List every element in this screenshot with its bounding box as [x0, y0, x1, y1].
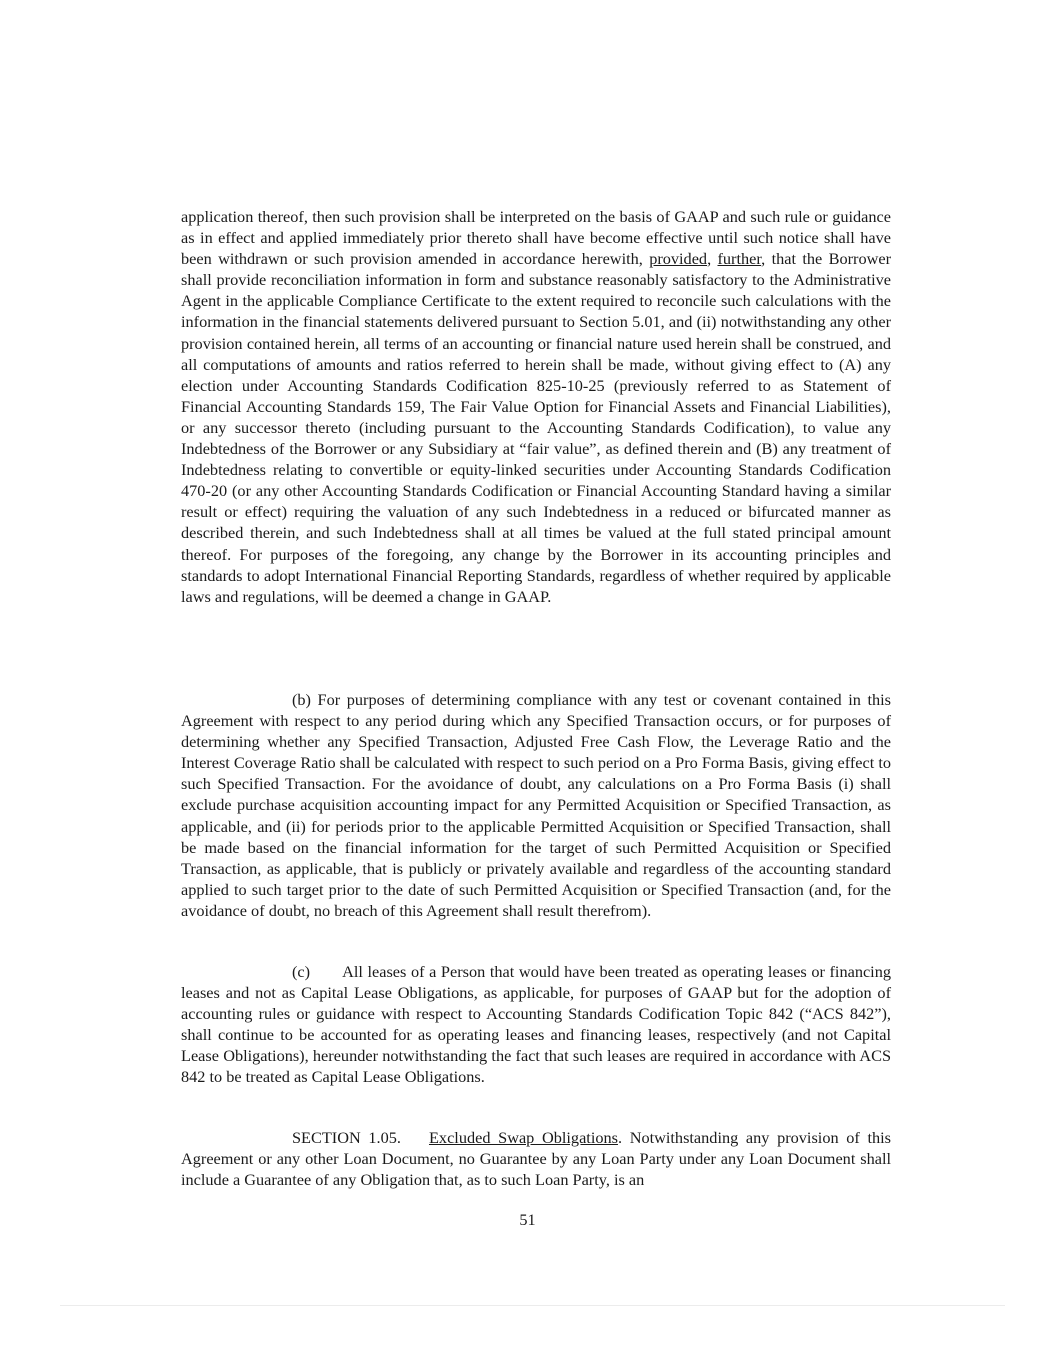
paragraph-text: All leases of a Person that would have been treated as operating leases or financing leases and not as Capital Lease Obligations, as applicable, for purposes of GAAP but for the adoption of accounting rules or guidance with respect to Accounting Standards Codification Topic 842 (“ACS 842”), shall continue to be accounted for as operating leases and financing leases, respectively (and not Capital Lease Obligations), hereunder notwithstanding the fact that such leases are required in accordance with ACS 842 to be treated as Capital Lease Obligations.	[181, 962, 891, 1087]
paragraph-text: . Notwithstanding any provision of this Agreement or any other Loan Document, no Guarantee by any Loan Party under any Loan Document shall include a Guarantee of any Obligation that, as to such Loan Party, is an	[181, 1128, 892, 1190]
paragraph-text: (b) For purposes of determining compliance with any test or covenant contained in this Agreement with respect to any period during which any Specified Transaction occurs, or for purposes of determining whether any Specified Transaction, Adjusted Free Cash Flow, the Leverage Ratio and the Interest Coverage Ratio shall be calculated with respect to such period on a Pro Forma Basis, giving effect to such Specified Transaction. For the avoidance of doubt, any calculations on a Pro Forma Basis (i) shall exclude purchase acquisition accounting impact for any Permitted Acquisition or Specified Transaction, as applicable, and (ii) for periods prior to the applicable Permitted Acquisition or Specified Transaction, shall be made based on the financial information for the target of such Permitted Acquisition or Specified Transaction, as applicable, that is publicly or privately available and regardless of the accounting standard applied to such target prior to the date of such Permitted Acquisition or Specified Transaction (and, for the avoidance of doubt, no breach of this Agreement shall result therefrom).	[181, 690, 891, 920]
paragraph-gaap-continuation	[181, 206, 891, 607]
provided-term: provided	[649, 249, 708, 269]
paragraph-text: application thereof, then such provision shall be interpreted on the basis of GAAP and such rule or guidance as in effect and applied immediately prior thereto shall have become effective until such notice shall have been withdrawn or such provision amended in accordance herewith,	[181, 207, 891, 269]
paragraph-text: , that the Borrower shall provide reconciliation information in form and substance reasonably satisfactory to the Administrative Agent in the applicable Compliance Certificate to the extent required to reconcile such calculations with the information in the financial statements delivered pursuant to Section 5.01, and (ii) notwithstanding any other provision contained herein, all terms of an accounting or financial nature used herein shall be construed, and all computations of amounts and ratios referred to herein shall be made, without giving effect to (A) any election under Accounting Standards Codification 825-10-25 (previously referred to as Statement of Financial Accounting Standards 159, The Fair Value Option for Financial Assets and Financial Liabilities), or any successor thereto (including pursuant to the Accounting Standards Codification), to value any Indebtedness of the Borrower or any Subsidiary at “fair value”, as defined therein and (B) any treatment of Indebtedness relating to convertible or equity-linked securities under Accounting Standards Codification 470-20 (or any other Accounting Standards Codification or Financial Accounting Standard having a similar result or effect) requiring the valuation of any such Indebtedness in a reduced or bifurcated manner as described therein, and such Indebtedness shall at all times be valued at the full stated principal amount thereof. For purposes of the foregoing, any change by the Borrower in its accounting principles and standards to adopt International Financial Reporting Standards, regardless of whether required by applicable laws and regulations, will be deemed a change in GAAP.	[181, 249, 892, 606]
paragraph-b-pro-forma	[181, 689, 891, 921]
clause-label: (c)	[292, 962, 311, 981]
separator: ,	[707, 249, 718, 269]
section-number: SECTION 1.05.	[292, 1128, 401, 1147]
further-term: further	[717, 249, 762, 269]
page-number: 51	[519, 1210, 536, 1229]
paragraph-c-leases	[181, 961, 891, 1088]
page-bottom-divider	[60, 1305, 1005, 1306]
section-1-05	[181, 1127, 891, 1190]
section-heading: Excluded Swap Obligations	[428, 1128, 618, 1147]
